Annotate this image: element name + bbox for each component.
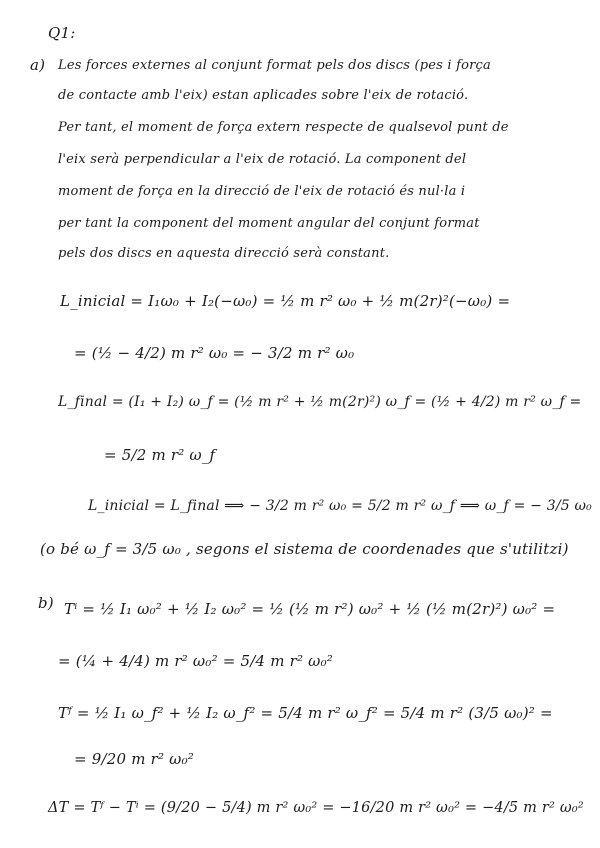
equation-l-final: L_final = (I₁ + I₂) ω_f = (½ m r² + ½ m(2r)²) ω_f = (½ + 4/2) m r² ω_f =	[58, 394, 582, 410]
equation-l-initial-result: = (½ − 4/2) m r² ω₀ = − 3/2 m r² ω₀	[74, 344, 355, 362]
part-a-text-line: per tant la component del moment angular del conjunt format	[58, 216, 480, 231]
equation-t-final-result: = 9/20 m r² ω₀²	[74, 750, 194, 768]
part-a-text-line: l'eix serà perpendicular a l'eix de rotació. La component del	[58, 152, 467, 167]
equation-t-initial: Tⁱ = ½ I₁ ω₀² + ½ I₂ ω₀² = ½ (½ m r²) ω₀² + ½ (½ m(2r)²) ω₀² =	[64, 600, 556, 618]
part-a-text-line: de contacte amb l'eix) estan aplicades sobre l'eix de rotació.	[58, 88, 469, 103]
equation-l-initial: L_inicial = I₁ω₀ + I₂(−ω₀) = ½ m r² ω₀ + ½ m(2r)²(−ω₀) =	[60, 292, 511, 310]
equation-note: (o bé ω_f = 3/5 ω₀ , segons el sistema de coordenades que s'utilitzi)	[40, 540, 569, 558]
part-b-label: b)	[38, 594, 54, 612]
question-label: Q1:	[48, 24, 76, 42]
part-a-text-line: Per tant, el moment de força extern respecte de qualsevol punt de	[58, 120, 509, 135]
part-a-text-line: Les forces externes al conjunt format pels dos discs (pes i força	[58, 58, 491, 73]
part-a-text-line: moment de força en la direcció de l'eix de rotació és nul·la i	[58, 184, 466, 199]
equation-t-final: Tᶠ = ½ I₁ ω_f² + ½ I₂ ω_f² = 5/4 m r² ω_f² = 5/4 m r² (3/5 ω₀)² =	[58, 704, 553, 722]
part-a-text-line: pels dos discs en aquesta direcció serà constant.	[58, 246, 390, 261]
equation-l-final-result: = 5/2 m r² ω_f	[104, 446, 216, 464]
equation-t-initial-result: = (¼ + 4/4) m r² ω₀² = 5/4 m r² ω₀²	[58, 652, 334, 670]
part-a-label: a)	[30, 56, 46, 74]
equation-conservation: L_inicial = L_final ⟹ − 3/2 m r² ω₀ = 5/2 m r² ω_f ⟹ ω_f = − 3/5 ω₀	[88, 498, 592, 514]
equation-delta-t: ΔT = Tᶠ − Tⁱ = (9/20 − 5/4) m r² ω₀² = −16/20 m r² ω₀² = −4/5 m r² ω₀²	[48, 800, 584, 816]
